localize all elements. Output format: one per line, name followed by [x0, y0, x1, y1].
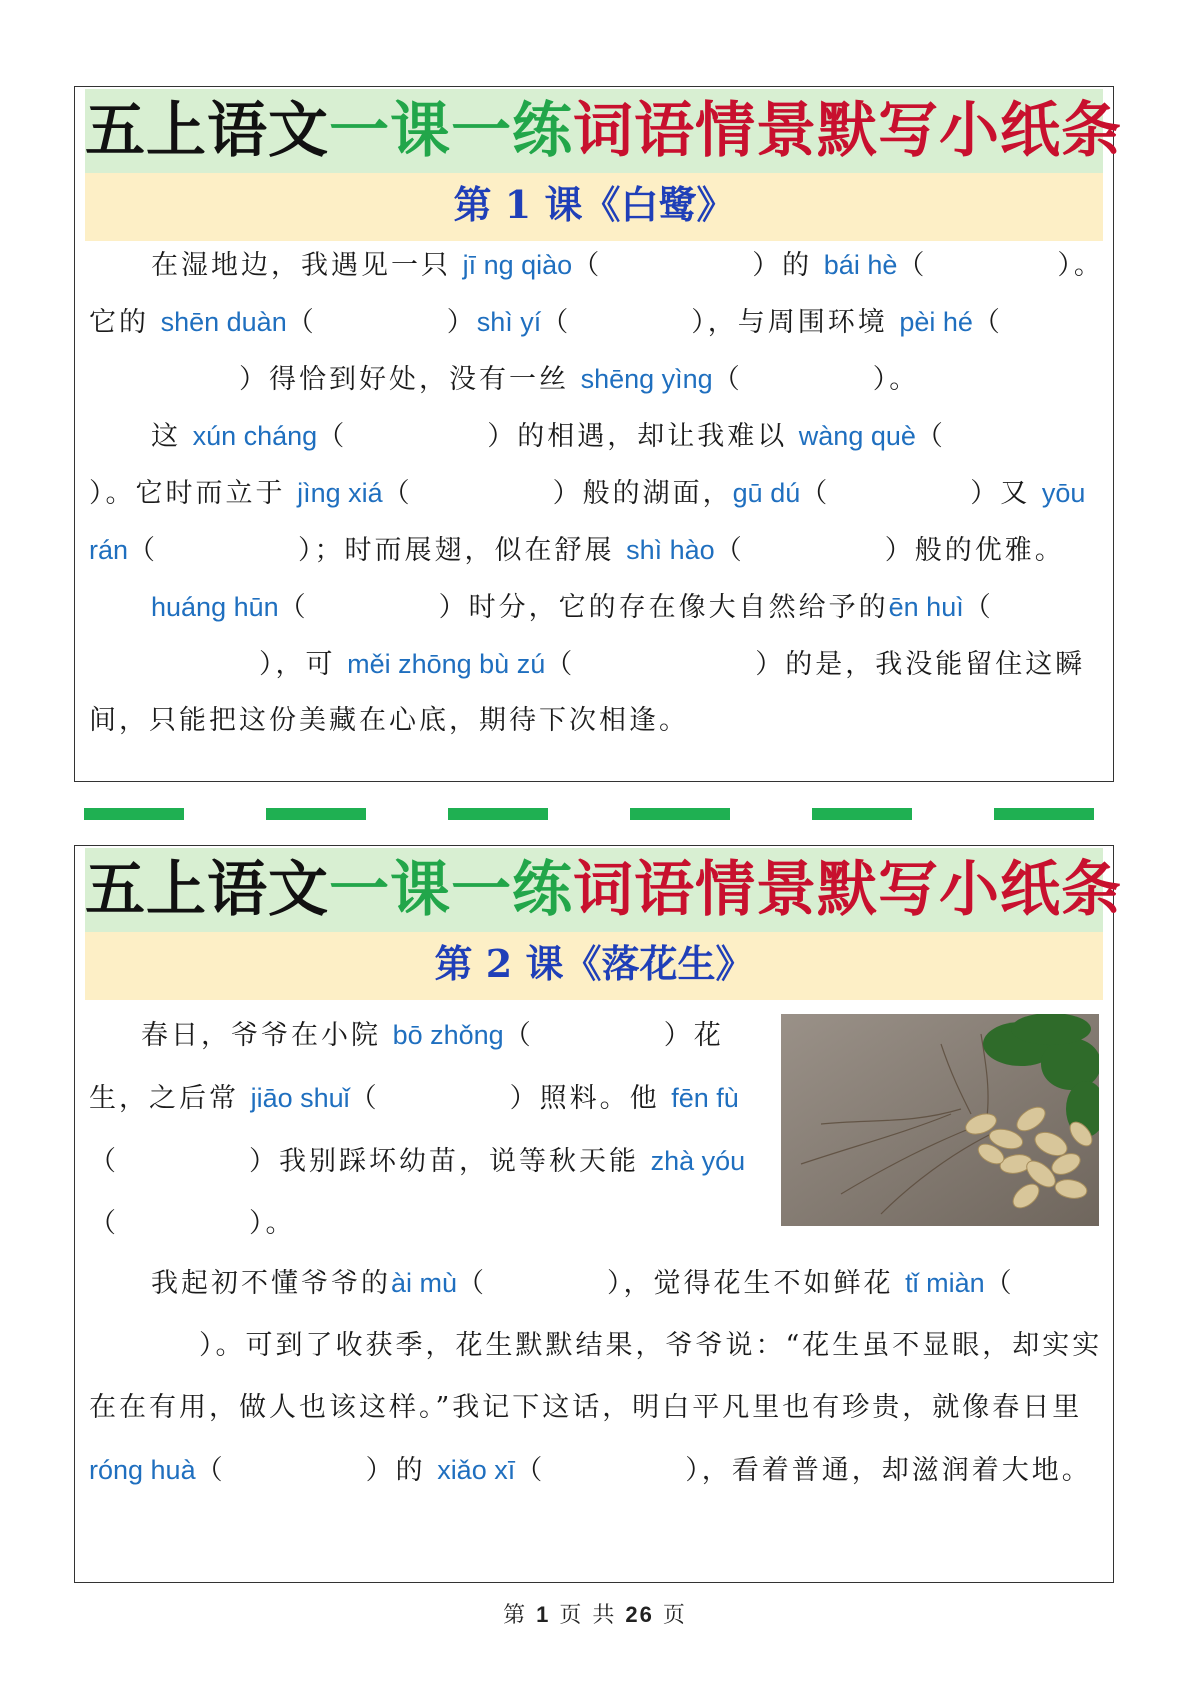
text-run: 春日，爷爷在小院 — [141, 1020, 393, 1051]
text-run: ）的相遇，却让我难以 — [487, 421, 799, 452]
lesson-2-text-intro — [89, 1004, 765, 1255]
pinyin-prompt: jiāo shuǐ — [250, 1083, 350, 1113]
text-run: ）。可到了收获季，花生默默结果，爷爷说：“花生虽不显眼，却实实在在有用，做人也该这样。”我记下这话，明白平凡里也有珍贵，就像春日里 — [89, 1330, 1103, 1423]
text-run: ）照料。他 — [509, 1083, 672, 1114]
pinyin-prompt: huáng hūn — [151, 592, 279, 622]
text-run: ）的是，我没能留住这瞬间，只能把这份美藏在心底，期待下次相逢。 — [89, 649, 1086, 736]
text-run: ）。它时而立于 — [89, 478, 298, 509]
worksheet-card-lesson-2 — [74, 845, 1122, 1583]
text-run: 我起初不懂爷爷的 — [151, 1268, 391, 1299]
pinyin-prompt: měi zhōng bù zú — [347, 649, 546, 679]
blank-open: （ — [963, 592, 994, 623]
pinyin-prompt: pèi hé — [899, 307, 973, 337]
pinyin-prompt: tǐ miàn — [905, 1268, 985, 1298]
pinyin-prompt: wàng què — [798, 421, 916, 451]
text-run: ），看着普通，却滋润着大地。 — [685, 1455, 1092, 1486]
title-part-grade: 五上语文 — [85, 96, 329, 166]
blank-open: （ — [349, 1083, 380, 1114]
text-run: ）。 — [249, 1208, 296, 1239]
text-run: ）；时而展翅，似在舒展 — [298, 535, 627, 566]
title-part-dictation: 词语情景默写小纸条 — [573, 855, 1122, 925]
blank-open: （ — [457, 1268, 488, 1299]
pinyin-prompt: róng huà — [89, 1455, 196, 1485]
blank-open: （ — [972, 307, 1003, 338]
pinyin-prompt: ēn huì — [888, 592, 964, 622]
text-run: ）般的优雅。 — [884, 535, 1065, 566]
separator-dash — [994, 808, 1094, 820]
pinyin-prompt: shì hào — [626, 535, 715, 565]
dashed-separator — [84, 808, 1094, 820]
blank-open: （ — [128, 535, 159, 566]
page-total: 26 — [625, 1602, 654, 1627]
worksheet-title — [85, 848, 1122, 932]
blank-open: （ — [89, 1208, 119, 1239]
text-run: ）般的湖面， — [552, 478, 733, 509]
text-run: ） — [446, 307, 477, 338]
lesson-title: 第 1 课《白鹭》 — [85, 173, 1103, 241]
footer-middle: 页 共 — [559, 1603, 617, 1628]
pinyin-prompt: bō zhǒng — [392, 1020, 504, 1050]
text-run: 在湿地边，我遇见一只 — [151, 250, 463, 281]
text-run: ）我别踩坏幼苗，说等秋天能 — [249, 1146, 651, 1177]
lesson-title: 第 2 课《落花生》 — [85, 932, 1103, 1000]
text-run: ）又 — [970, 478, 1042, 509]
page-footer — [0, 1598, 1190, 1629]
blank-open: （ — [572, 250, 603, 281]
pinyin-prompt: zhà yóu — [650, 1146, 746, 1176]
blank-open: （ — [286, 307, 317, 338]
page-number: 1 — [536, 1602, 551, 1627]
separator-dash — [630, 808, 730, 820]
blank-open: （ — [317, 421, 348, 452]
title-part-dictation: 词语情景默写小纸条 — [573, 96, 1122, 166]
text-run: ）。它的 — [89, 250, 1104, 338]
paragraph — [89, 237, 1105, 408]
separator-dash — [84, 808, 184, 820]
blank-open: （ — [278, 592, 309, 623]
lesson-1-text — [89, 237, 1105, 749]
text-run: 这 — [151, 421, 193, 452]
text-run: ），可 — [259, 649, 348, 680]
text-run: ）得恰到好处，没有一丝 — [239, 364, 581, 395]
pinyin-prompt: xiǎo xī — [437, 1455, 516, 1485]
pinyin-prompt: ài mù — [391, 1268, 458, 1298]
blank-open: （ — [382, 478, 413, 509]
blank-open: （ — [545, 649, 576, 680]
separator-dash — [266, 808, 366, 820]
pinyin-prompt: shì yí — [476, 307, 542, 337]
pinyin-prompt: xún cháng — [192, 421, 318, 451]
pinyin-prompt: jìng xiá — [297, 478, 383, 508]
blank-open: （ — [503, 1020, 534, 1051]
paragraph — [89, 579, 1105, 749]
blank-open: （ — [714, 535, 745, 566]
pinyin-prompt: shēng yìng — [580, 364, 713, 394]
pinyin-prompt: bái hè — [823, 250, 898, 280]
footer-prefix: 第 — [503, 1603, 528, 1628]
text-run: ），觉得花生不如鲜花 — [607, 1268, 906, 1299]
separator-dash — [448, 808, 548, 820]
paragraph — [89, 1252, 1105, 1502]
title-part-practice: 一课一练 — [329, 855, 573, 925]
blank-open: （ — [541, 307, 572, 338]
text-run: ）。 — [872, 364, 920, 395]
pinyin-prompt: jī ng qiào — [462, 250, 573, 280]
title-part-grade: 五上语文 — [85, 855, 329, 925]
title-part-practice: 一课一练 — [329, 96, 573, 166]
blank-open: （ — [712, 364, 743, 395]
footer-suffix: 页 — [662, 1603, 687, 1628]
pinyin-prompt: shēn duàn — [160, 307, 287, 337]
peanut-plant-illustration — [781, 1014, 1099, 1226]
blank-open: （ — [915, 421, 946, 452]
paragraph — [89, 1004, 765, 1255]
text-run: ）的 — [752, 250, 824, 281]
blank-open: （ — [800, 478, 831, 509]
text-run: ），与周围环境 — [691, 307, 900, 338]
blank-open: （ — [515, 1455, 546, 1486]
blank-open: （ — [984, 1268, 1015, 1299]
pinyin-prompt: gū dú — [732, 478, 801, 508]
lesson-2-text-main — [89, 1252, 1105, 1502]
paragraph — [89, 408, 1105, 579]
blank-open: （ — [897, 250, 928, 281]
pinyin-prompt: yōu rán — [89, 478, 1086, 565]
blank-open: （ — [195, 1455, 226, 1486]
blank-open: （ — [89, 1146, 119, 1177]
pinyin-prompt: fēn fù — [671, 1083, 739, 1113]
text-run: ）花生，之后常 — [89, 1020, 724, 1114]
text-run: ）的 — [365, 1455, 438, 1486]
worksheet-card-lesson-1 — [74, 86, 1122, 782]
worksheet-title — [85, 89, 1122, 173]
separator-dash — [812, 808, 912, 820]
text-run: ）时分，它的存在像大自然给予的 — [438, 592, 889, 623]
peanut-plant-photo — [781, 1014, 1099, 1226]
